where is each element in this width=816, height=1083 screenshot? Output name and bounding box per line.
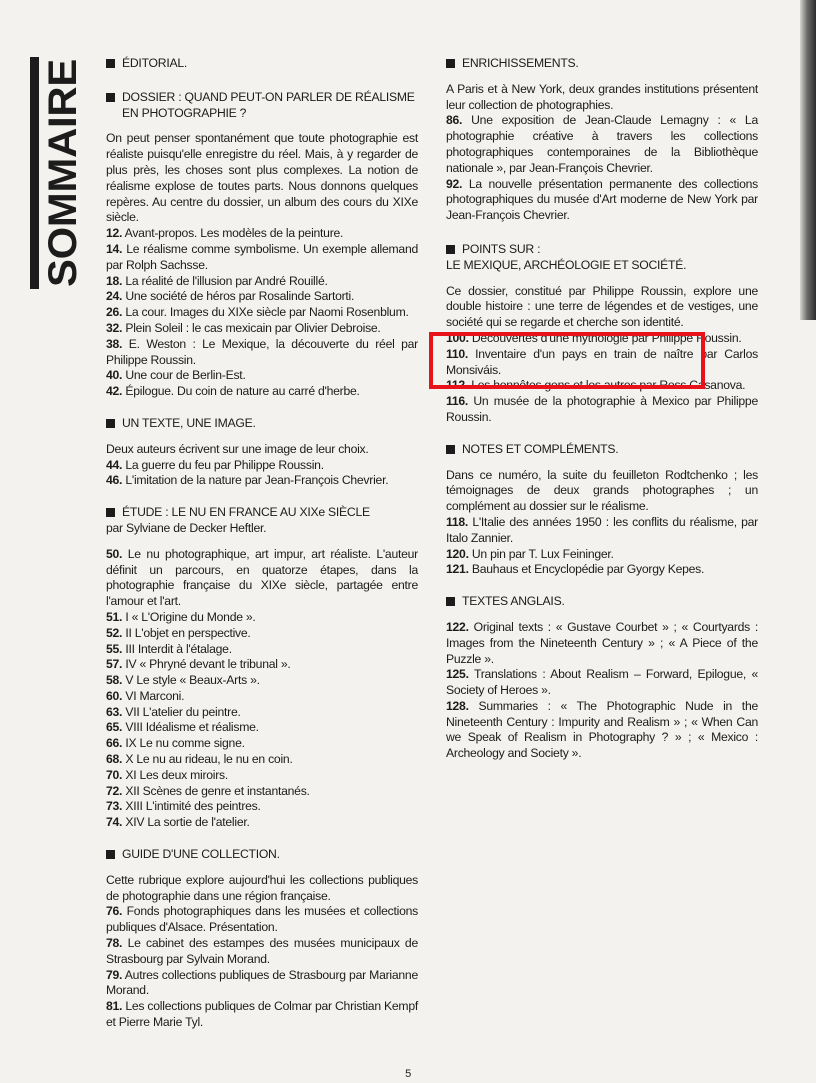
entry-page-number: 68. xyxy=(106,752,123,767)
entry-page-number: 57. xyxy=(106,657,123,672)
entry-text: XIII L'intimité des peintres. xyxy=(122,799,261,814)
section-intro: Dans ce numéro, la suite du feuilleton Rodtchenko ; les témoignages de deux grands photographes ; un complément au dossier sur le réalisme. xyxy=(446,467,758,514)
entry-page-number: 58. xyxy=(106,673,123,688)
toc-entry[interactable] xyxy=(446,515,758,547)
toc-entry[interactable] xyxy=(446,113,758,176)
entry-page-number: 38. xyxy=(106,336,123,351)
entry-text: V Le style « Beaux-Arts ». xyxy=(122,673,260,688)
toc-entry[interactable] xyxy=(106,242,418,274)
entry-page-number: 12. xyxy=(106,226,123,241)
entry-text: II L'objet en perspective. xyxy=(122,625,251,640)
entry-page-number: 14. xyxy=(106,241,123,256)
toc-entry[interactable] xyxy=(446,620,758,667)
entry-text: IX Le nu comme signe. xyxy=(122,736,245,751)
entry-page-number: 24. xyxy=(106,289,123,304)
entry-page-number: 51. xyxy=(106,609,123,624)
section-heading: UN TEXTE, UNE IMAGE. xyxy=(122,415,256,430)
section-notes[interactable] xyxy=(446,442,758,458)
entry-list xyxy=(446,620,758,762)
entry-text: Découvertes d'une mythologie par Philippe Roussin. xyxy=(468,330,742,345)
toc-entry[interactable] xyxy=(446,667,758,699)
side-title-sommaire xyxy=(18,55,85,291)
page-number: 5 xyxy=(405,1068,411,1080)
section-heading: NOTES ET COMPLÉMENTS. xyxy=(462,441,619,456)
entry-page-number: 70. xyxy=(106,767,123,782)
entry-page-number: 60. xyxy=(106,688,123,703)
section-enrichissements[interactable] xyxy=(446,56,758,72)
toc-entry[interactable] xyxy=(106,768,418,784)
entry-text: Summaries : « The Photographic Nude in the Nineteenth Century : Impurity and Realism » ; « When Can we Speak of Realism in Photography ? » ; « Mexico : Archeology and Society ». xyxy=(446,698,758,761)
section-heading: ÉTUDE : LE NU EN FRANCE AU XIXe SIÈCLE xyxy=(122,505,370,520)
entry-text: I « L'Origine du Monde ». xyxy=(122,609,256,624)
entry-text: L'Italie des années 1950 : les conflits du réalisme, par Italo Zannier. xyxy=(446,514,758,545)
section-editorial[interactable] xyxy=(106,56,418,72)
bullet-square-icon xyxy=(106,93,115,102)
entry-page-number: 128. xyxy=(446,698,469,713)
toc-entry[interactable] xyxy=(106,968,418,1000)
right-column xyxy=(446,56,758,762)
toc-entry[interactable] xyxy=(106,384,418,400)
entry-text: L'imitation de la nature par Jean-François Chevrier. xyxy=(122,473,389,488)
entry-page-number: 73. xyxy=(106,799,123,814)
section-heading: ÉDITORIAL. xyxy=(122,56,188,70)
toc-entry[interactable] xyxy=(106,799,418,815)
section-intro: A Paris et à New York, deux grandes institutions présentent leur collection de photographies. xyxy=(446,81,758,112)
entry-page-number: 40. xyxy=(106,368,123,383)
entry-page-number: 32. xyxy=(106,320,123,335)
bullet-square-icon xyxy=(446,445,455,454)
entry-page-number: 78. xyxy=(106,936,123,951)
toc-entry[interactable] xyxy=(446,547,758,563)
entry-page-number: 52. xyxy=(106,625,123,640)
entry-list xyxy=(106,458,418,490)
toc-entry[interactable] xyxy=(446,394,758,426)
entry-text: VI Marconi. xyxy=(122,688,185,703)
entry-text: La nouvelle présentation permanente des collections photographiques du musée d'Art moderne de New York par Jean-François Chevrier. xyxy=(446,176,758,223)
toc-entry[interactable] xyxy=(106,626,418,642)
entry-page-number: 44. xyxy=(106,457,123,472)
entry-text: La réalité de l'illusion par André Rouillé. xyxy=(122,273,328,288)
entry-page-number: 79. xyxy=(106,967,123,982)
section-heading-line1: POINTS SUR : xyxy=(462,241,541,256)
bullet-square-icon xyxy=(106,59,115,68)
section-heading: DOSSIER : QUAND PEUT-ON PARLER DE RÉALISME EN PHOTOGRAPHIE ? xyxy=(122,89,415,120)
section-byline: par Sylviane de Decker Heftler. xyxy=(106,520,267,535)
entry-page-number: 63. xyxy=(106,704,123,719)
entry-text: Une cour de Berlin-Est. xyxy=(122,368,246,383)
toc-entry[interactable] xyxy=(106,657,418,673)
section-heading: TEXTES ANGLAIS. xyxy=(462,594,565,609)
entry-text: Translations : About Realism – Forward, Epilogue, « Society of Heroes ». xyxy=(446,667,758,698)
entry-page-number: 100. xyxy=(446,330,469,345)
section-intro: Ce dossier, constitué par Philippe Roussin, explore une double histoire : une terre de légendes et de vestiges, une société qui se regarde et cherche son identité. xyxy=(446,283,758,330)
entry-text: Une société de héros par Rosalinde Sartorti. xyxy=(122,289,355,304)
toc-entry[interactable] xyxy=(446,699,758,762)
entry-list xyxy=(446,331,758,426)
section-intro: Cette rubrique explore aujourd'hui les collections publiques de photographie dans une région française. xyxy=(106,872,418,903)
entry-page-number: 118. xyxy=(446,514,469,529)
entry-text: XII Scènes de genre et instantanés. xyxy=(122,783,310,798)
entry-text: Avant-propos. Les modèles de la peinture. xyxy=(122,226,344,241)
bullet-square-icon xyxy=(446,245,455,254)
toc-entry[interactable] xyxy=(106,321,418,337)
bullet-square-icon xyxy=(106,508,115,517)
entry-text: X Le nu au rideau, le nu en coin. xyxy=(122,752,293,767)
entry-page-number: 121. xyxy=(446,562,469,577)
section-dossier[interactable] xyxy=(106,90,418,122)
section-heading: GUIDE D'UNE COLLECTION. xyxy=(122,847,280,862)
entry-text: Un musée de la photographie à Mexico par Philippe Roussin. xyxy=(446,394,758,424)
entry-text: Bauhaus et Encyclopédie par Gyorgy Kepes. xyxy=(468,562,705,577)
entry-page-number: 120. xyxy=(446,546,469,561)
toc-entry[interactable] xyxy=(106,705,418,721)
bullet-square-icon xyxy=(106,419,115,428)
entry-page-number: 125. xyxy=(446,667,469,682)
entry-text: VIII Idéalisme et réalisme. xyxy=(122,720,259,735)
toc-entry[interactable] xyxy=(106,720,418,736)
entry-text: E. Weston : Le Mexique, la découverte du réel par Philippe Roussin. xyxy=(106,336,418,367)
entry-text: IV « Phryné devant le tribunal ». xyxy=(122,657,291,672)
entry-list xyxy=(106,904,418,1030)
entry-text: Inventaire d'un pays en train de naître par Carlos Monsiváis. xyxy=(446,346,758,377)
section-heading-line2: LE MEXIQUE, ARCHÉOLOGIE ET SOCIÉTÉ. xyxy=(446,257,687,272)
toc-entry[interactable] xyxy=(106,289,418,305)
entry-page-number: 42. xyxy=(106,384,123,399)
toc-entry[interactable] xyxy=(446,562,758,578)
toc-entry[interactable] xyxy=(106,610,418,626)
entry-page-number: 55. xyxy=(106,641,123,656)
left-column xyxy=(106,56,418,1031)
section-anglais[interactable] xyxy=(446,594,758,610)
toc-entry[interactable] xyxy=(446,378,758,394)
entry-text: III Interdit à l'étalage. xyxy=(122,641,232,656)
entry-page-number: 81. xyxy=(106,999,123,1014)
toc-entry[interactable] xyxy=(106,305,418,321)
entry-page-number: 66. xyxy=(106,736,123,751)
entry-text: La cour. Images du XIXe siècle par Naomi Rosenblum. xyxy=(122,305,409,320)
entry-text: Les collections publiques de Colmar par Christian Kempf et Pierre Marie Tyl. xyxy=(106,999,418,1030)
section-heading: ENRICHISSEMENTS. xyxy=(462,56,579,70)
entry-page-number: 122. xyxy=(446,619,469,634)
entry-page-number: 50. xyxy=(106,546,123,561)
entry-text: La guerre du feu par Philippe Roussin. xyxy=(122,457,324,472)
entry-page-number: 86. xyxy=(446,113,463,128)
toc-entry[interactable] xyxy=(106,752,418,768)
entry-page-number: 110. xyxy=(446,346,469,361)
toc-entry[interactable] xyxy=(106,642,418,658)
section-texte-image[interactable] xyxy=(106,416,418,432)
bullet-square-icon xyxy=(446,59,455,68)
entry-text: Autres collections publiques de Strasbourg par Marianne Morand. xyxy=(106,967,418,998)
entry-text: Les honnêtes gens et les autres par Ross Casanova. xyxy=(468,378,746,393)
entry-page-number: 18. xyxy=(106,273,123,288)
section-points[interactable] xyxy=(446,242,758,258)
entry-page-number: 92. xyxy=(446,176,463,191)
toc-entry[interactable] xyxy=(106,999,418,1031)
side-title-text: SOMMAIRE xyxy=(41,69,85,287)
entry-page-number: 46. xyxy=(106,473,123,488)
entry-list xyxy=(106,547,418,831)
section-etude[interactable] xyxy=(106,505,418,521)
entry-text: XI Les deux miroirs. xyxy=(122,767,229,782)
toc-entry[interactable] xyxy=(446,177,758,224)
section-intro: Deux auteurs écrivent sur une image de leur choix. xyxy=(106,441,369,456)
entry-page-number: 76. xyxy=(106,904,123,919)
toc-entry[interactable] xyxy=(106,226,418,242)
section-guide[interactable] xyxy=(106,847,418,863)
entry-text: Épilogue. Du coin de nature au carré d'herbe. xyxy=(122,384,360,399)
entry-text: Le cabinet des estampes des musées municipaux de Strasbourg par Sylvain Morand. xyxy=(106,936,418,966)
entry-text: Le nu photographique, art impur, art réaliste. L'auteur définit un parcours, en quatorze étapes, dans la photographie française du XIXe siècle, partagée entre l'amour et l'art. xyxy=(106,546,418,609)
toc-entry[interactable] xyxy=(106,936,418,968)
entry-page-number: 116. xyxy=(446,394,469,409)
entry-text: Plein Soleil : le cas mexicain par Olivier Debroise. xyxy=(122,320,381,335)
entry-page-number: 112. xyxy=(446,378,469,393)
toc-entry[interactable] xyxy=(106,274,418,290)
bullet-square-icon xyxy=(446,597,455,606)
entry-text: Fonds photographiques dans les musées et collections publiques d'Alsace. Présentation. xyxy=(106,904,418,935)
toc-entry[interactable] xyxy=(446,331,758,347)
toc-entry[interactable] xyxy=(106,547,418,610)
entry-text: Une exposition de Jean-Claude Lemagny : « La photographie créative à travers les collections photographiques contemporaines de la Bibliothèque nationale », par Jean-François Chevrier. xyxy=(446,113,758,175)
toc-entry[interactable] xyxy=(106,815,418,831)
entry-page-number: 74. xyxy=(106,815,123,830)
toc-entry[interactable] xyxy=(106,368,418,384)
toc-entry[interactable] xyxy=(106,673,418,689)
section-heading xyxy=(462,242,758,258)
entry-text: Original texts : « Gustave Courbet » ; « Courtyards : Images from the Nineteenth Century » ; « A Piece of the Puzzle ». xyxy=(446,619,758,666)
toc-entry[interactable] xyxy=(106,473,418,489)
toc-entry[interactable] xyxy=(446,347,758,379)
toc-entry[interactable] xyxy=(106,736,418,752)
toc-entry[interactable] xyxy=(106,458,418,474)
entry-list xyxy=(106,226,418,400)
page-edge-shadow xyxy=(800,0,816,320)
toc-entry[interactable] xyxy=(106,689,418,705)
entry-list xyxy=(446,113,758,224)
entry-text: Le réalisme comme symbolisme. Un exemple allemand par Rolph Sachsse. xyxy=(106,241,418,272)
toc-entry[interactable] xyxy=(106,784,418,800)
toc-entry[interactable] xyxy=(106,337,418,369)
section-intro: On peut penser spontanément que toute photographie est réaliste puisqu'elle enregistre du réel. Mais, à y regarder de plus près, les choses sont plus complexes. La notion de réalisme explose de toutes parts. Nous donnons quelques repères. Au centre du dossier, un album des cours du XIXe siècle. xyxy=(106,131,418,225)
bullet-square-icon xyxy=(106,850,115,859)
entry-page-number: 26. xyxy=(106,305,123,320)
entry-text: VII L'atelier du peintre. xyxy=(122,704,241,719)
toc-entry[interactable] xyxy=(106,904,418,936)
entry-page-number: 65. xyxy=(106,720,123,735)
entry-text: XIV La sortie de l'atelier. xyxy=(122,815,250,830)
entry-page-number: 72. xyxy=(106,783,123,798)
entry-list xyxy=(446,515,758,578)
entry-text: Un pin par T. Lux Feininger. xyxy=(468,546,614,561)
